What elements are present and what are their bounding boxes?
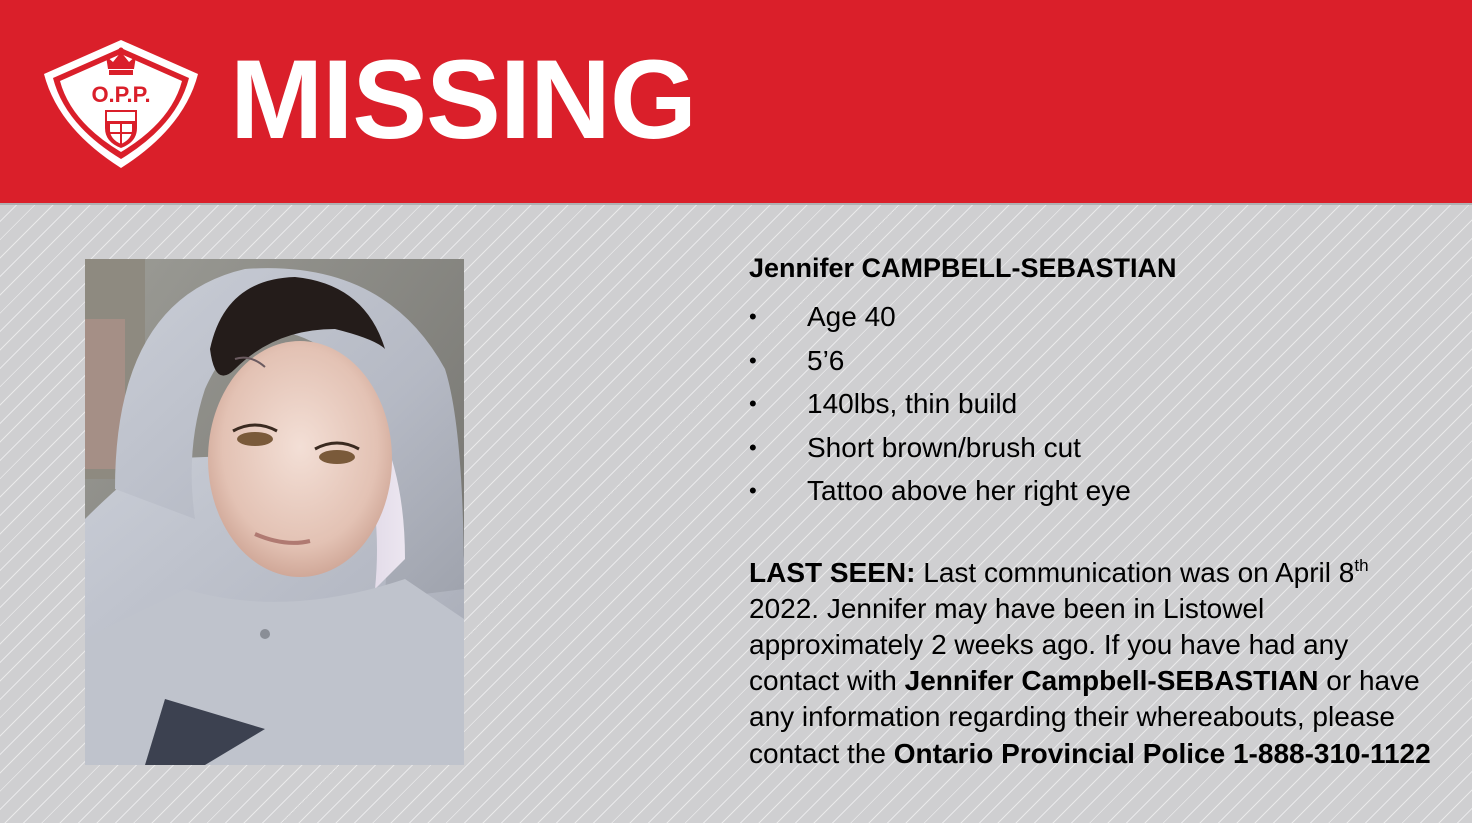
person-info: [749, 251, 1439, 772]
bullet-icon: •: [749, 304, 757, 329]
last-seen-paragraph: [749, 555, 1439, 772]
person-photo-illustration: [85, 259, 464, 765]
detail-hair: [749, 426, 1439, 470]
detail-text: Age 40: [807, 301, 896, 332]
bullet-icon: •: [749, 391, 757, 416]
detail-tattoo: [749, 469, 1439, 513]
bullet-icon: •: [749, 347, 757, 373]
last-seen-label: LAST SEEN:: [749, 556, 916, 588]
detail-age: [749, 295, 1439, 339]
detail-text: Tattoo above her right eye: [807, 475, 1131, 506]
opp-logo: [38, 38, 204, 170]
logo-text: O.P.P.: [91, 82, 151, 107]
detail-text: 140lbs, thin build: [807, 388, 1018, 419]
last-seen-text-1: Last communication was on April 8: [915, 556, 1355, 588]
page-title: MISSING: [230, 37, 696, 162]
bullet-icon: •: [749, 478, 757, 503]
contact-name: Jennifer Campbell-SEBASTIAN: [904, 665, 1319, 697]
last-seen-text-3: or have any information regarding their whereabouts, please contact the: [749, 665, 1420, 769]
detail-text: 5’6: [807, 344, 845, 376]
last-seen-text-2: 2022. Jennifer may have been in Listowel approximately 2 weeks ago. If you have had any contact with: [749, 592, 1349, 697]
detail-height: [749, 339, 1439, 383]
missing-person-photo: [85, 259, 464, 765]
ordinal-suffix: th: [1354, 555, 1369, 575]
header-banner: [0, 0, 1472, 205]
person-name: Jennifer CAMPBELL-SEBASTIAN: [749, 253, 1177, 283]
bullet-icon: •: [749, 434, 757, 460]
person-details-list: [749, 295, 1439, 513]
agency-phone: Ontario Provincial Police 1-888-310-1122: [893, 737, 1431, 769]
detail-text: Short brown/brush cut: [807, 431, 1081, 463]
detail-weight: [749, 382, 1439, 426]
